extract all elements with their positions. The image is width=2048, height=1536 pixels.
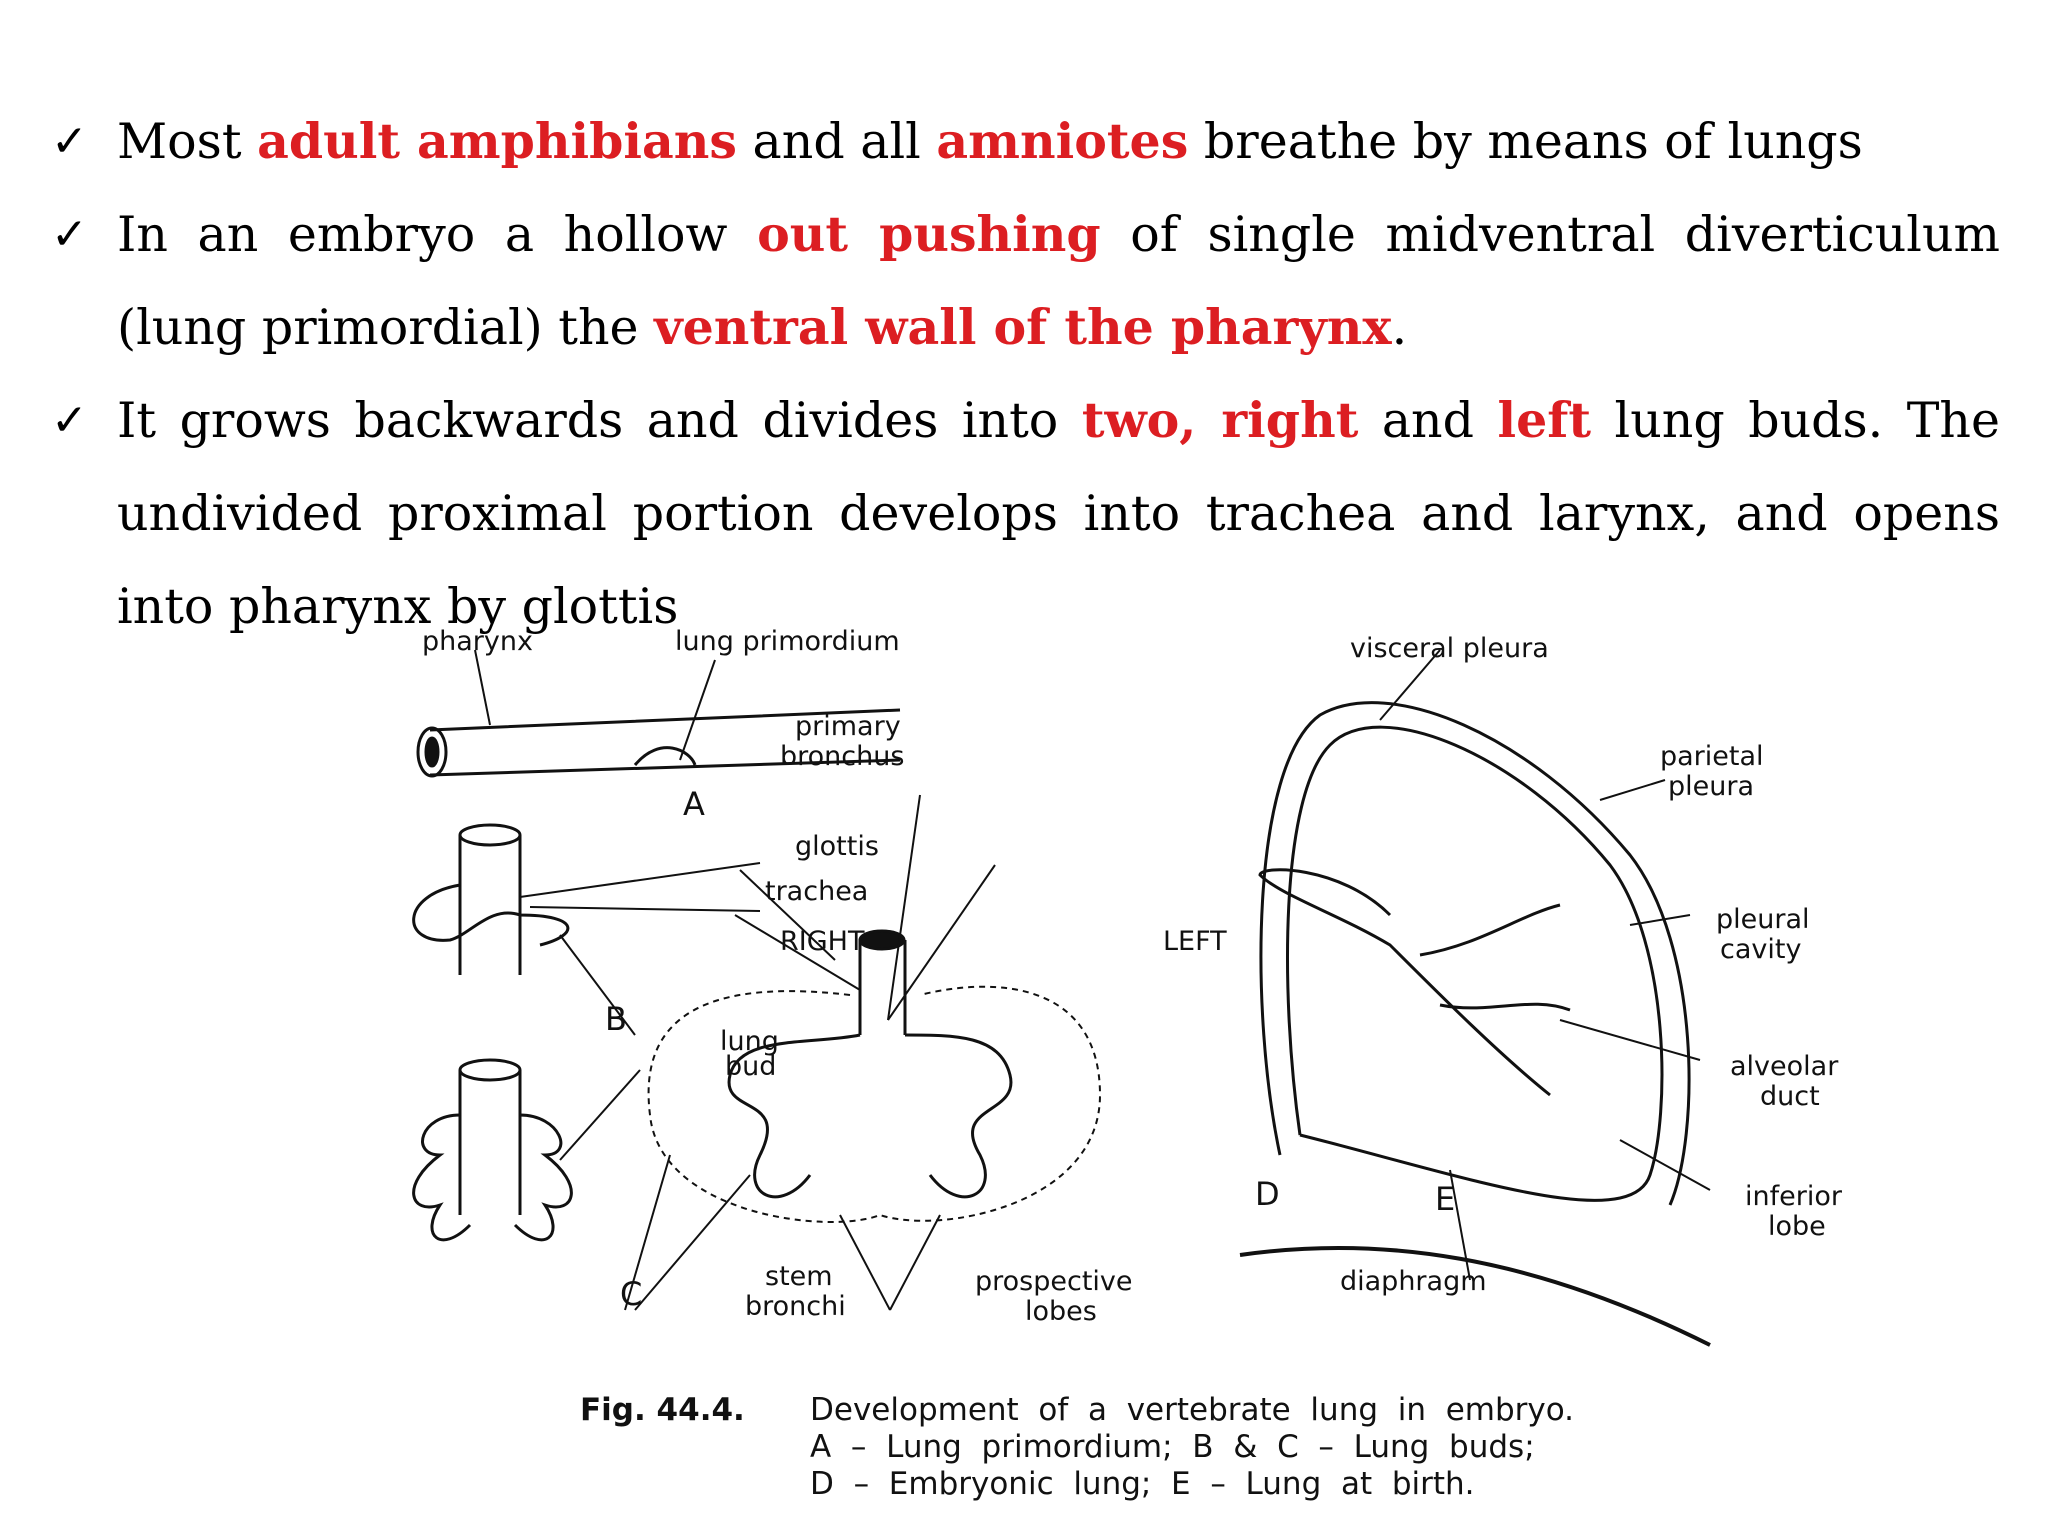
label-pleural-cavity-1: pleural (1716, 904, 1810, 935)
label-primary-bronchus-2: bronchus (780, 741, 905, 772)
highlighted-term: ventral wall of the pharynx (654, 298, 1392, 356)
label-panel-b: B (605, 1000, 627, 1038)
highlighted-term: amniotes (936, 112, 1189, 170)
figure-caption-line1: Development of a vertebrate lung in embryo. (810, 1392, 1575, 1428)
label-inferior-lobe-2: lobe (1768, 1211, 1826, 1242)
label-primary-bronchus-1: primary (795, 711, 901, 742)
bullet-text: and all (736, 113, 937, 170)
bullet-text: In an embryo a hollow (117, 206, 758, 263)
highlighted-term: two, right (1081, 391, 1359, 449)
bullet-text: Most (117, 113, 258, 170)
label-alveolar-duct-1: alveolar (1730, 1051, 1839, 1082)
label-parietal-pleura-2: pleura (1668, 771, 1755, 802)
highlighted-term: out pushing (757, 205, 1101, 263)
bullet-text: and (1358, 392, 1498, 449)
label-lung-bud-1: lung (720, 1026, 779, 1057)
label-lung-primordium: lung primordium (675, 626, 900, 657)
label-diaphragm: diaphragm (1340, 1266, 1487, 1297)
label-stem-bronchi-1: stem (765, 1261, 833, 1292)
bullet-text: of single midventral diverticulum (lung primordial) the (117, 206, 2000, 356)
checkmark-icon: ✓ (51, 395, 88, 446)
label-prospective-lobes-2: lobes (1025, 1296, 1097, 1327)
label-stem-bronchi-2: bronchi (745, 1291, 846, 1322)
highlighted-term: left (1497, 391, 1592, 449)
label-parietal-pleura-1: parietal (1660, 741, 1764, 772)
lung-development-figure (380, 615, 1900, 1515)
bullet-text: . (1391, 299, 1408, 356)
figure-caption-line2: A – Lung primordium; B & C – Lung buds; (810, 1429, 1535, 1465)
label-pleural-cavity-2: cavity (1720, 934, 1802, 965)
label-alveolar-duct-2: duct (1760, 1081, 1820, 1112)
label-prospective-lobes-1: prospective (975, 1266, 1133, 1297)
checkmark-icon: ✓ (51, 116, 88, 167)
label-pharynx: pharynx (422, 626, 533, 657)
bullet-item (51, 95, 2000, 188)
label-trachea: trachea (765, 876, 869, 907)
label-glottis: glottis (795, 831, 879, 862)
highlighted-term: adult amphibians (257, 112, 737, 170)
panel-e-drawing (1240, 650, 1710, 1345)
label-panel-a: A (683, 785, 705, 823)
bullet-text: lung buds. The undivided proximal portion develops into trachea and larynx, and opens into pharynx by glottis (117, 392, 2000, 635)
bullet-text: It grows backwards and divides into (117, 392, 1082, 449)
label-lung-bud-2: bud (725, 1051, 777, 1082)
bullet-item (51, 374, 2000, 653)
bullet-item (51, 188, 2000, 374)
bullet-text: breathe by means of lungs (1188, 113, 1863, 170)
figure-caption-number: Fig. 44.4. (580, 1392, 745, 1428)
label-right: RIGHT (780, 926, 865, 957)
label-panel-c: C (620, 1275, 643, 1313)
label-panel-e: E (1435, 1180, 1456, 1218)
panel-c-drawing (414, 1060, 640, 1240)
checkmark-icon: ✓ (51, 209, 88, 260)
label-visceral-pleura: visceral pleura (1350, 633, 1549, 664)
label-panel-d: D (1255, 1175, 1280, 1213)
lung-diagram (380, 615, 1900, 1515)
figure-caption-line3: D – Embryonic lung; E – Lung at birth. (810, 1466, 1475, 1502)
bullet-list (0, 95, 2048, 653)
label-inferior-lobe-1: inferior (1745, 1181, 1842, 1212)
label-left: LEFT (1163, 926, 1227, 957)
